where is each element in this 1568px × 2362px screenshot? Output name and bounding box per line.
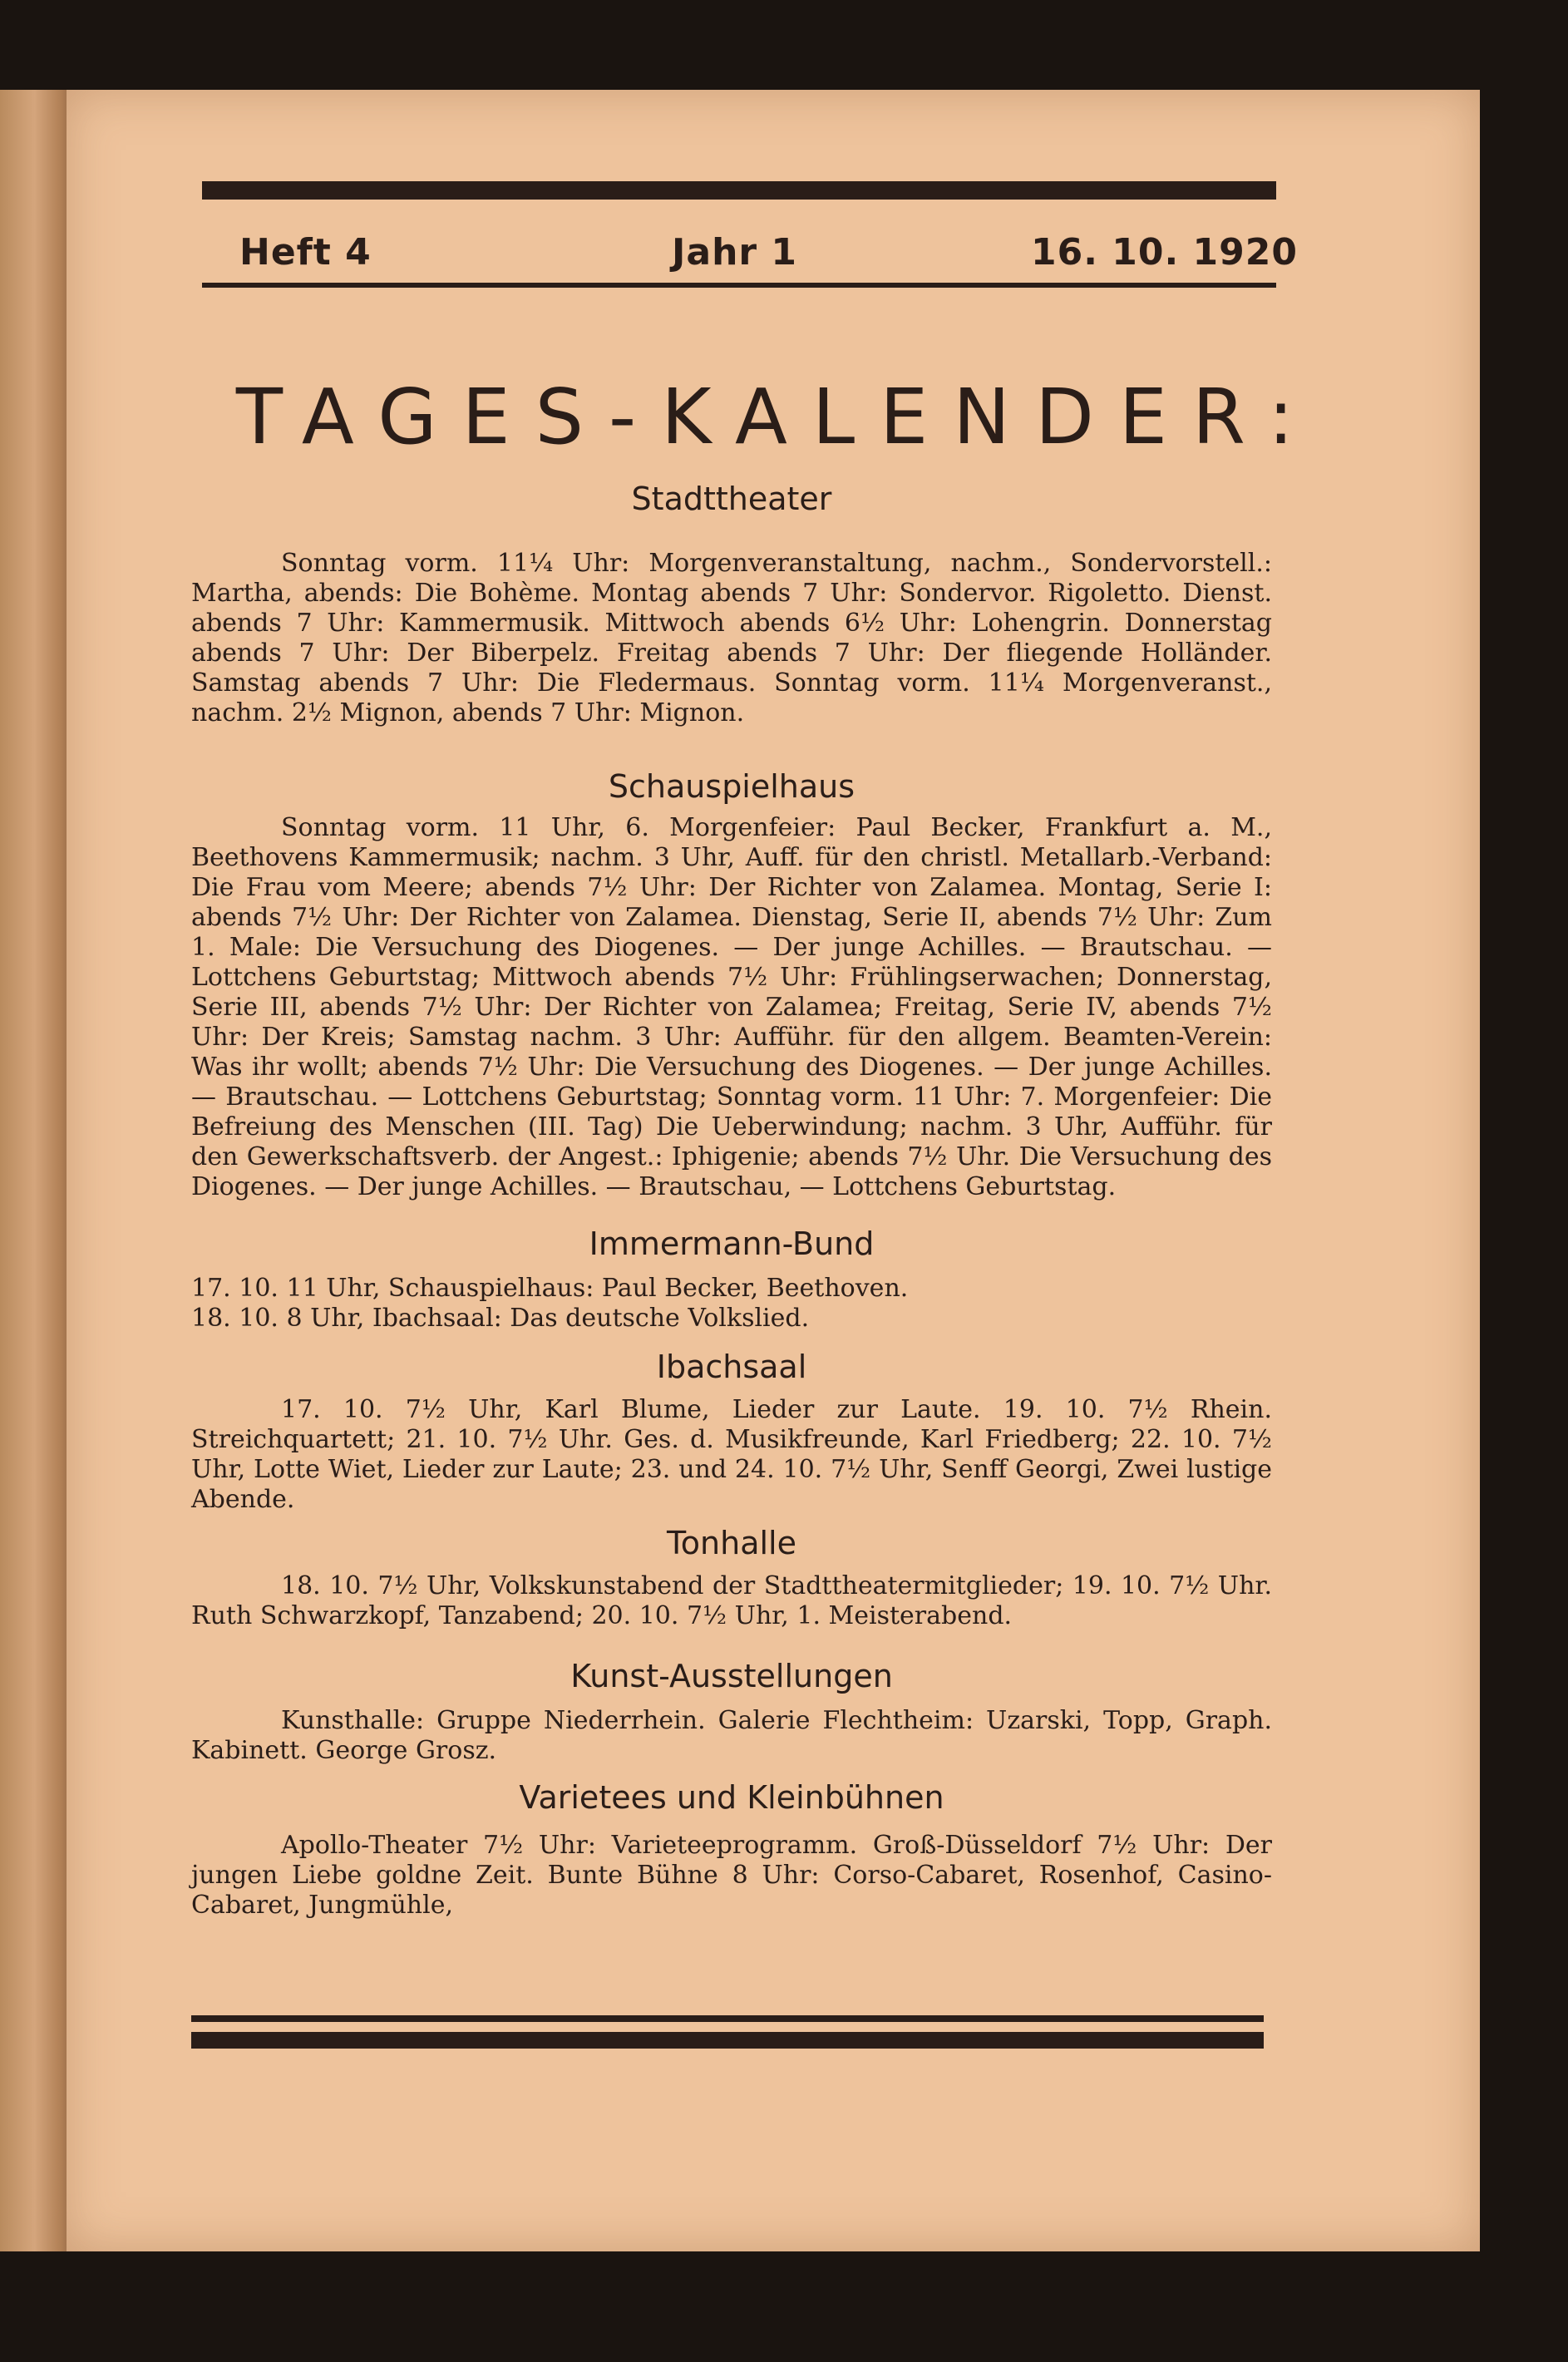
section-heading-schauspielhaus: Schauspielhaus	[608, 768, 855, 805]
section-heading-kunst-ausstellungen: Kunst-Ausstellungen	[570, 1658, 893, 1694]
section-heading-tonhalle: Tonhalle	[667, 1525, 796, 1561]
section-text-tonhalle: 18. 10. 7½ Uhr, Volkskunstabend der Stadttheatermitglieder; 19. 10. 7½ Uhr. Ruth Schwarzkopf, Tanzabend; 20. 10. 7½ Uhr, 1. Meisterabend.	[191, 1571, 1272, 1630]
section-text-varietees: Apollo-Theater 7½ Uhr: Varieteeprogramm. Groß-Düsseldorf 7½ Uhr: Der jungen Liebe goldne Zeit. Bunte Bühne 8 Uhr: Corso-Cabaret, Rosenhof, Casino-Cabaret, Jungmühle,	[191, 1831, 1272, 1920]
section-heading-immermann-bund: Immermann-Bund	[589, 1225, 875, 1262]
issue-number: Heft 4	[239, 231, 372, 274]
section-text-schauspielhaus: Sonntag vorm. 11 Uhr, 6. Morgenfeier: Paul Becker, Frankfurt a. M., Beethovens Kammermusik; nachm. 3 Uhr, Auff. für den christl. Metallarb.-Verband: Die Frau vom Meere; abends 7½ Uhr: Der Richter von Zalamea. Montag, Serie I: abends 7½ Uhr: Der Richter von Zalamea. Dienstag, Serie II, abends 7½ Uhr: Zum 1. Male: Die Versuchung des Diogenes. — Der junge Achilles. — Brautschau. — Lottchens Geburtstag; Mittwoch abends 7½ Uhr: Frühlingserwachen; Donnerstag, Serie III, abends 7½ Uhr: Der Richter von Zalamea; Freitag, Serie IV, abends 7½ Uhr: Der Kreis; Samstag nachm. 3 Uhr: Aufführ. für den allgem. Beamten-Verein: Was ihr wollt; abends 7½ Uhr: Die Versuchung des Diogenes. — Der junge Achilles. — Brautschau. — Lottchens Geburtstag; Sonntag vorm. 11 Uhr: 7. Morgenfeier: Die Befreiung des Menschen (III. Tag) Die Ueberwindung; nachm. 3 Uhr, Aufführ. für den Gewerkschaftsverb. der Angest.: Iphigenie; abends 7½ Uhr. Die Versuchung des Diogenes. — Der junge Achilles. — Brautschau, — Lottchens Geburtstag.	[191, 813, 1272, 1201]
section-heading-stadttheater: Stadttheater	[631, 481, 832, 517]
footer-rule-bottom	[191, 2032, 1264, 2049]
section-text-stadttheater: Sonntag vorm. 11¼ Uhr: Morgenveranstaltung, nachm., Sondervorstell.: Martha, abends: Die Bohème. Montag abends 7 Uhr: Sondervor. Rigoletto. Dienst. abends 7 Uhr: Kammermusik. Mittwoch abends 6½ Uhr: Lohengrin. Donnerstag abends 7 Uhr: Der Biberpelz. Freitag abends 7 Uhr: Der fliegende Holländer. Samstag abends 7 Uhr: Die Fledermaus. Sonntag vorm. 11¼ Morgenveranst., nachm. 2½ Mignon, abends 7 Uhr: Mignon.	[191, 549, 1272, 727]
adjacent-page-edge	[0, 90, 76, 2251]
magazine-page	[67, 90, 1480, 2251]
header-rule-top	[202, 181, 1276, 200]
section-text-kunst-ausstellungen: Kunsthalle: Gruppe Niederrhein. Galerie Flechtheim: Uzarski, Topp, Graph. Kabinett. George Grosz.	[191, 1706, 1272, 1765]
footer-rule-top	[191, 2015, 1264, 2022]
section-text-ibachsaal: 17. 10. 7½ Uhr, Karl Blume, Lieder zur Laute. 19. 10. 7½ Rhein. Streichquartett; 21. 10. 7½ Uhr. Ges. d. Musikfreunde, Karl Friedberg; 22. 10. 7½ Uhr, Lotte Wiet, Lieder zur Laute; 23. und 24. 10. 7½ Uhr, Senff Georgi, Zwei lustige Abende.	[191, 1395, 1272, 1514]
issue-date: 16. 10. 1920	[1031, 231, 1298, 274]
page-title: TAGES-KALENDER:	[235, 372, 1319, 461]
section-heading-ibachsaal: Ibachsaal	[656, 1349, 807, 1385]
section-heading-varietees: Varietees und Kleinbühnen	[519, 1779, 944, 1816]
section-text-immermann-1: 17. 10. 11 Uhr, Schauspielhaus: Paul Becker, Beethoven.	[191, 1274, 909, 1303]
header-rule-bottom	[202, 283, 1276, 288]
section-text-immermann-2: 18. 10. 8 Uhr, Ibachsaal: Das deutsche Volkslied.	[191, 1304, 810, 1333]
year-label: Jahr 1	[672, 231, 798, 274]
